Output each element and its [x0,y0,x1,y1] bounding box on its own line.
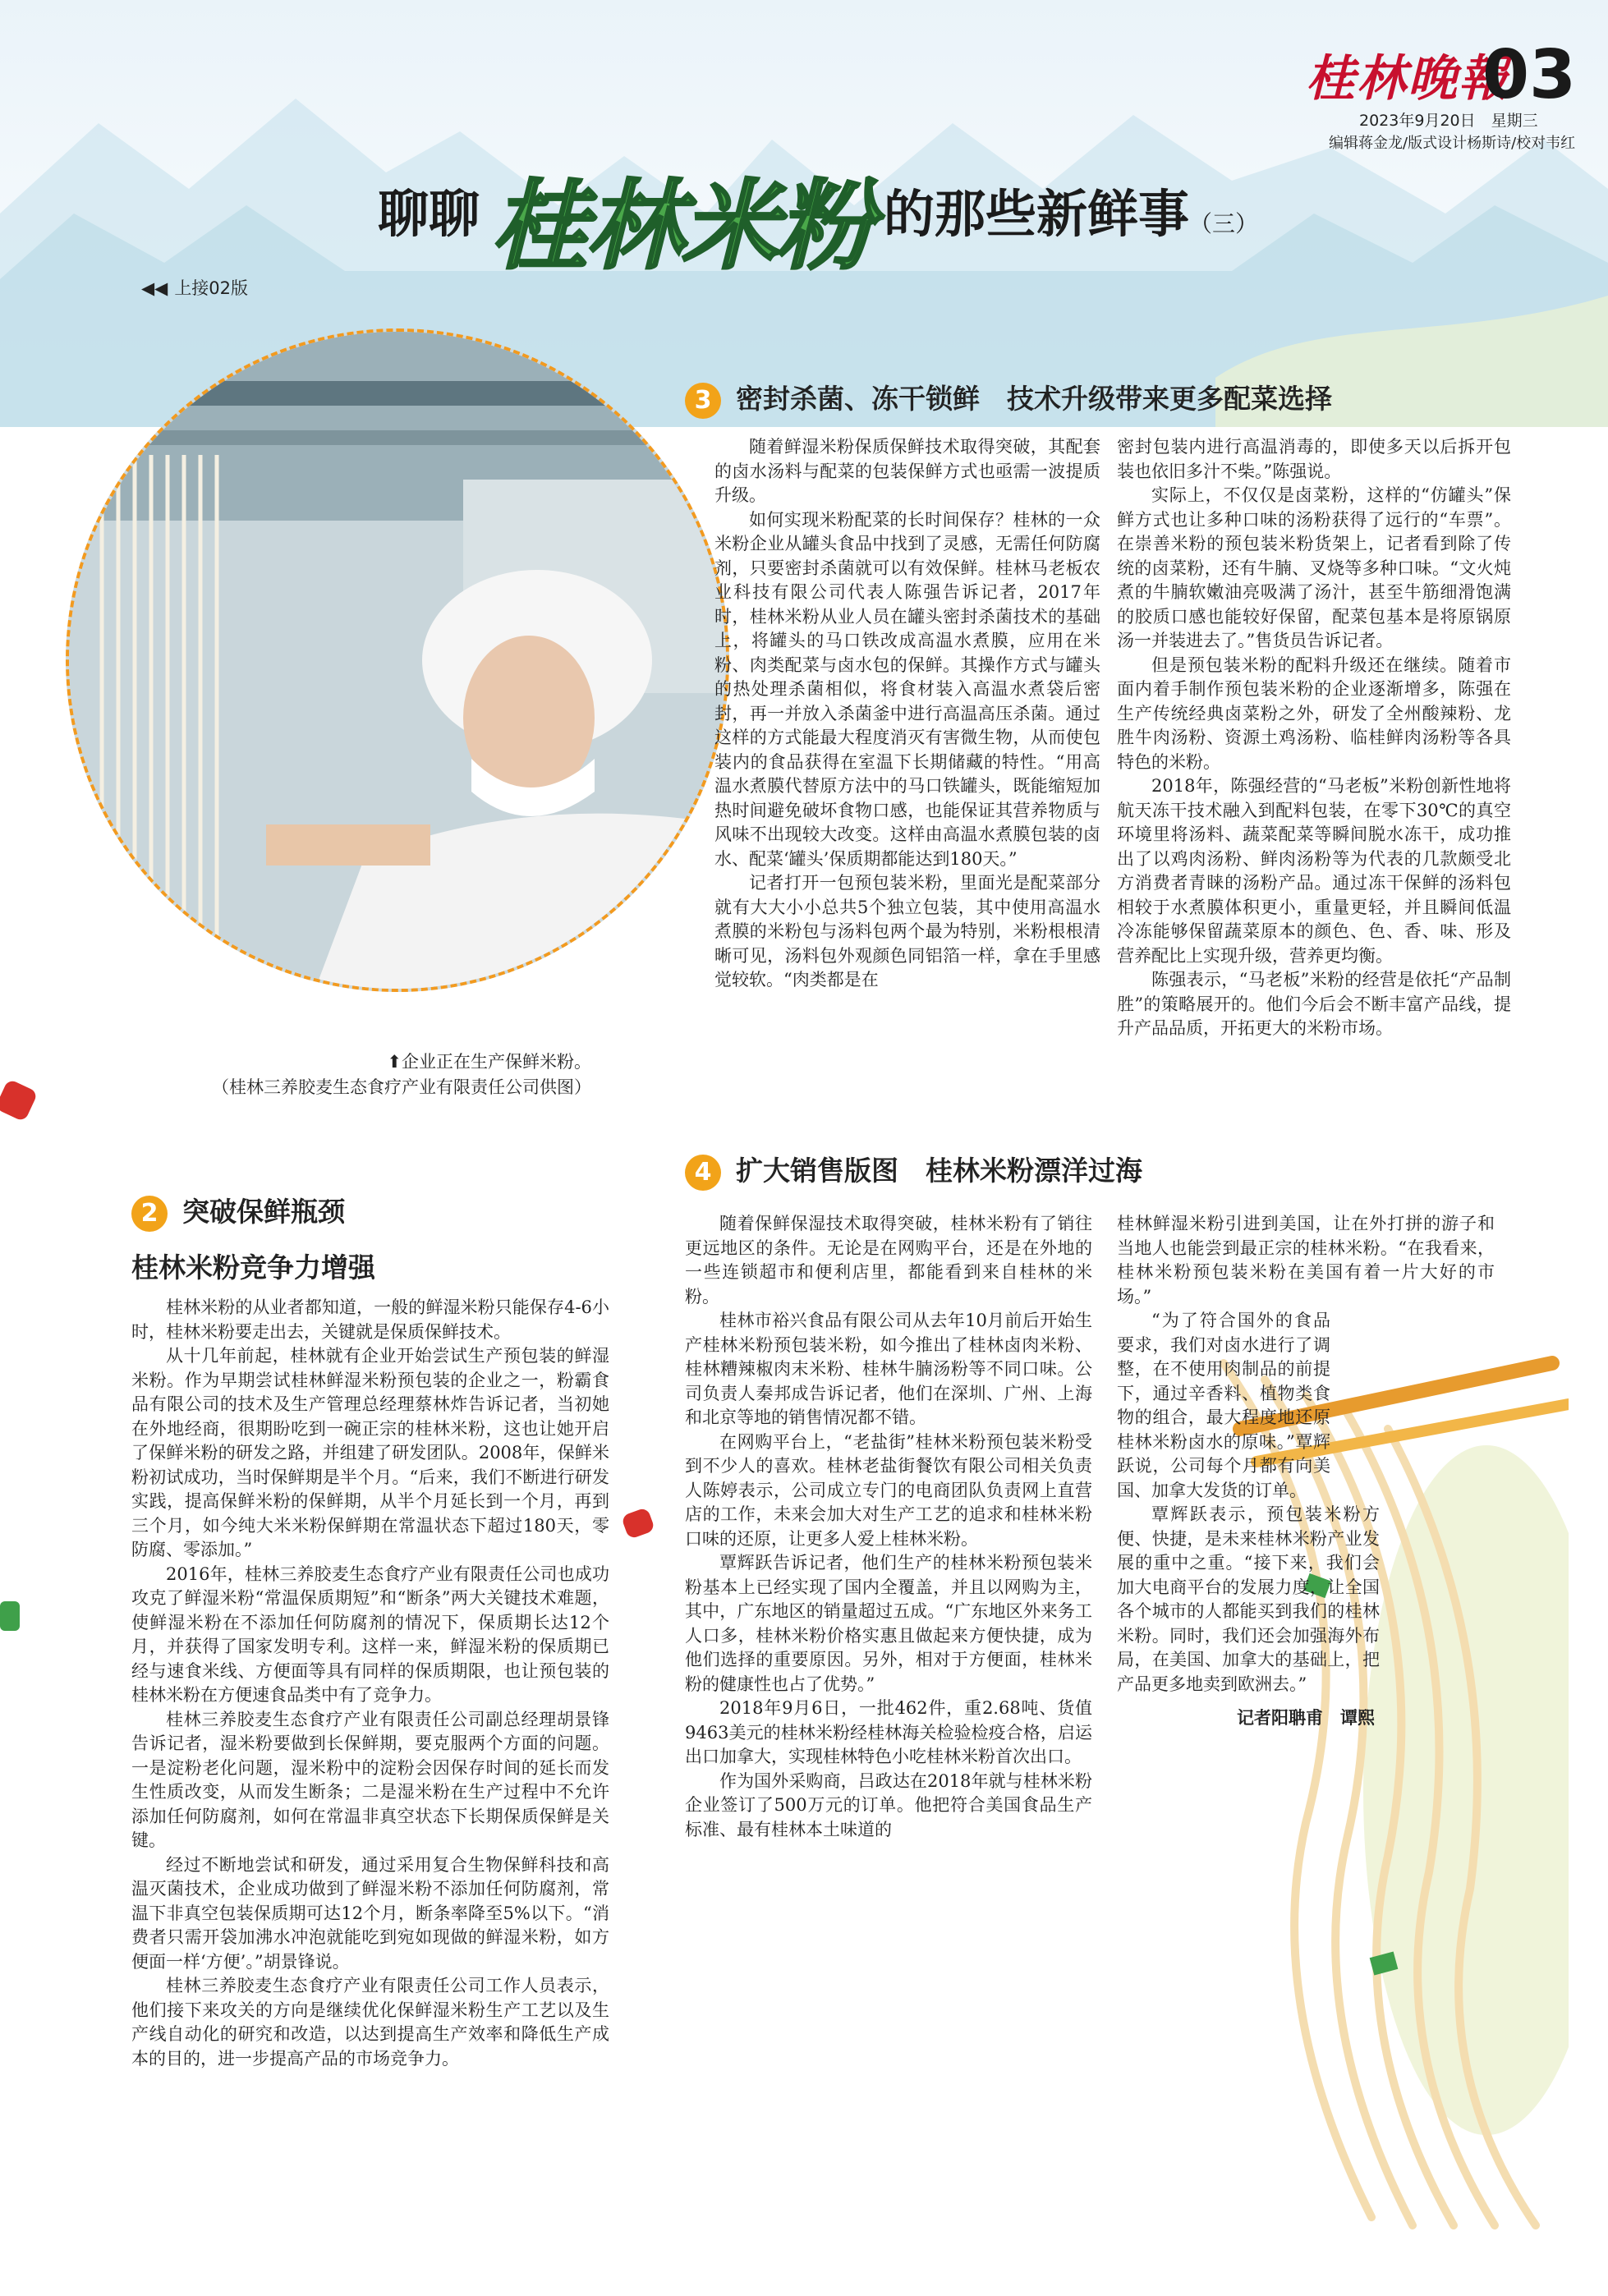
section2-column [131,1296,609,2071]
continued-from-label: 上接02版 [174,278,249,298]
section4-col2-paragraph: “为了符合国外的食品要求，我们对卤水进行了调整，在不使用肉制品的前提下，通过辛香料、植物类食物的组合，最大程度地还原桂林米粉卤水的原味。”覃辉跃说，公司每个月都有向美国、加拿大发货的订单。 [1117,1311,1330,1500]
chili-decoration [0,1078,39,1122]
photo-caption [197,1049,591,1100]
section3-column-1 [714,435,1100,993]
masthead-logo: 桂林晚報 [1306,50,1509,108]
byline: 记者阳聃甫 谭熙 [1237,1708,1375,1728]
section3-col1-paragraph: 随着鲜湿米粉保质保鲜技术取得突破，其配套的卤水汤料与配菜的包装保鲜方式也亟需一波提质升级。 [714,437,1100,505]
section3-col2-paragraph: 密封包装内进行高温消毒的，即使多天以后拆开包装也依旧多汁不柴。”陈强说。 [1117,437,1511,481]
section3-col2-paragraph: 实际上，不仅仅是卤菜粉，这样的“仿罐头”保鲜方式也让多种口味的汤粉获得了远行的“车票”。在崇善米粉的预包装米粉货架上，记者看到除了传统的卤菜粉，还有牛腩、叉烧等多种口味。“文火炖煮的牛腩软嫩油亮吸满了汤汁，甚至牛筋细滑饱满的胶质口感也能较好保留，配菜包基本是将原锅原汤一并装进去了。”售货员告诉记者。 [1117,485,1511,650]
editors-line: 编辑蒋金龙/版式设计杨斯诗/校对韦红 [1329,135,1576,152]
section4-column-1 [685,1212,1092,1842]
section3-col2-paragraph: 陈强表示，“马老板”米粉的经营是依托“产品制胜”的策略展开的。他们今后会不断丰富产品线，提升产品品质，开拓更大的米粉市场。 [1117,970,1511,1038]
headline-brand: 桂林米粉 [491,169,873,282]
section2-paragraph: 桂林米粉的从业者都知道，一般的鲜湿米粉只能保存4-6小时，桂林米粉要走出去，关键就是保质保鲜技术。 [131,1297,609,1342]
section4-col1-paragraph: 桂林市裕兴食品有限公司从去年10月前后开始生产桂林米粉预包装米粉，如今推出了桂林卤肉米粉、桂林糟辣椒肉末米粉、桂林牛腩汤粉等不同口味。公司负责人秦邦成告诉记者，他们在深圳、广州、上海和北京等地的销售情况都不错。 [685,1311,1092,1427]
section2-subtitle: 桂林米粉竞争力增强 [131,1251,375,1283]
section3-col2-paragraph: 但是预包装米粉的配料升级还在继续。随着市面内着手制作预包装米粉的企业逐渐增多，陈强在生产传统经典卤菜粉之外，研发了全州酸辣粉、龙胜牛肉汤粉、资源土鸡汤粉、临桂鲜肉汤粉等各具特色的米粉。 [1117,654,1511,772]
factory-photo-illustration [69,332,726,989]
section2-paragraph: 2016年，桂林三养胶麦生态食疗产业有限责任公司也成功攻克了鲜湿米粉“常温保质期短”和“断条”两大关键技术难题，使鲜湿米粉在不添加任何防腐剂的情况下，保质期长达12个月，并获得了国家发明专利。这样一来，鲜湿米粉的保质期已经与速食米线、方便面等具有同样的保质期限，也让预包装的桂林米粉在方便速食品类中有了竞争力。 [131,1564,609,1705]
section4-col1-paragraph: 作为国外采购商，吕政达在2018年就与桂林米粉企业签订了500万元的订单。他把符合美国食品生产标准、最有桂林本土味道的 [685,1770,1092,1839]
section3-title [685,378,1332,419]
headline-part: （三） [1189,210,1259,238]
section4-col2-paragraph: 覃辉跃表示，预包装米粉方便、快捷，是未来桂林米粉产业发展的重中之重。“接下来，我们会加大电商平台的发展力度，让全国各个城市的人都能买到我们的桂林米粉。同时，我们还会加强海外布局，在美国、加拿大的基础上，把产品更多地卖到欧洲去。” [1117,1504,1380,1694]
section2-number: 2 [131,1196,168,1232]
section4-col1-paragraph: 随着保鲜保湿技术取得突破，桂林米粉有了销往更远地区的条件。无论是在网购平台，还是在外地的一些连锁超市和便利店里，都能看到来自桂林的米粉。 [685,1214,1092,1306]
factory-photo [66,328,729,992]
section2-paragraph: 桂林三养胶麦生态食疗产业有限责任公司工作人员表示，他们接下来攻关的方向是继续优化保鲜湿米粉生产工艺以及生产线自动化的研究和改造，以达到提高生产效率和降低生产成本的目的，进一步提高产品的市场竞争力。 [131,1976,609,2069]
headline-prefix: 聊聊 [378,184,480,245]
section3-col1-paragraph: 如何实现米粉配菜的长时间保存？桂林的一众米粉企业从罐头食品中找到了灵感，无需任何防腐剂，只要密封杀菌就可以有效保鲜。桂林马老板农业科技有限公司代表人陈强告诉记者，2017年时，桂林米粉从业人员在罐头密封杀菌技术的基础上，将罐头的马口铁改成高温水煮膜，应用在米粉、肉类配菜与卤水包的保鲜。其操作方式与罐头的热处理杀菌相似，将食材装入高温水煮袋后密封，再一并放入杀菌釜中进行高温高压杀菌。通过这样的方式能最大程度消灭有害微生物，从而使包装内的食品获得在室温下长期储藏的特性。“用高温水煮膜代替原方法中的马口铁罐头，既能缩短加热时间避免破坏食物口感，也能保证其营养物质与风味不出现较大改变。这样由高温水煮膜包装的卤水、配菜‘罐头’保质期都能达到180天。” [714,509,1100,869]
headline-suffix: 的那些新鲜事 [884,184,1190,245]
continued-from [141,275,248,300]
section3-number: 3 [685,383,721,419]
section4-number: 4 [685,1155,721,1191]
section3-column-2 [1117,435,1511,1041]
section4-title [685,1150,1142,1191]
scallion-decoration [0,1601,20,1631]
page-headline [378,148,1258,287]
issue-date: 2023年9月20日 星期三 [1359,112,1538,130]
section2-paragraph: 从十几年前起，桂林就有企业开始尝试生产预包装的鲜湿米粉。作为早期尝试桂林鲜湿米粉预包装的企业之一，粉霸食品有限公司的技术及生产管理总经理蔡林炸告诉记者，当初她在外地经商，很期盼吃到一碗正宗的桂林米粉，这也让她开启了保鲜米粉的研发之路，并组建了研发团队。2008年，保鲜米粉初试成功，当时保鲜期是半个月。“后来，我们不断进行研发实践，提高保鲜米粉的保鲜期，从半个月延长到一个月，再到三个月，如今纯大米米粉保鲜期在常温状态下超过180天，零防腐、零添加。” [131,1346,609,1559]
section4-col1-paragraph: 在网购平台上，“老盐街”桂林米粉预包装米粉受到不少人的喜欢。桂林老盐街餐饮有限公司相关负责人陈婷表示，公司成立专门的电商团队负责网上直营店的工作，未来会加大对生产工艺的追求和桂林米粉口味的还原，让更多人爱上桂林米粉。 [685,1431,1092,1549]
section2-title [131,1191,345,1232]
section4-title-text: 扩大销售版图 桂林米粉漂洋过海 [736,1155,1142,1187]
section4-column-2 [1117,1212,1495,1731]
section2-paragraph: 经过不断地尝试和研发，通过采用复合生物保鲜科技和高温灭菌技术，企业成功做到了鲜湿米粉不添加任何防腐剂，常温下非真空包装保质期可达12个月，断条率降至5%以下。“消费者只需开袋加沸水冲泡就能吃到宛如现做的鲜湿米粉，如方便面一样‘方便’。”胡景锋说。 [131,1854,609,1972]
section2-title-text: 突破保鲜瓶颈 [182,1196,345,1228]
section4-col2-paragraph: 桂林鲜湿米粉引进到美国，让在外打拼的游子和当地人也能尝到最正宗的桂林米粉。“在我看来，桂林米粉预包装米粉在美国有着一片大好的市场。” [1117,1214,1495,1306]
photo-caption-text: ⬆企业正在生产保鲜米粉。 （桂林三养胶麦生态食疗产业有限责任公司供图） [212,1052,591,1097]
section4-col1-paragraph: 覃辉跃告诉记者，他们生产的桂林米粉预包装米粉基本上已经实现了国内全覆盖，并且以网购为主，其中，广东地区的销量超过五成。“广东地区外来务工人口多，桂林米粉价格实惠且做起来方便快捷，成为他们选择的重要原因。另外，相对于方便面，桂林米粉的健康性也占了优势。” [685,1553,1092,1694]
page-number: 03 [1482,36,1577,114]
section4-col1-paragraph: 2018年9月6日，一批462件，重2.68吨、货值9463美元的桂林米粉经桂林海关检验检疫合格，启运出口加拿大，实现桂林特色小吃桂林米粉首次出口。 [685,1698,1092,1766]
section2-paragraph: 桂林三养胶麦生态食疗产业有限责任公司副总经理胡景锋告诉记者，湿米粉要做到长保鲜期，要克服两个方面的问题。一是淀粉老化问题，湿米粉中的淀粉会因保存时间的延长而发生性质改变，从而发生断条；二是湿米粉在生产过程中不允许添加任何防腐剂，如何在常温非真空状态下长期保质保鲜是关键。 [131,1709,609,1850]
section3-title-text: 密封杀菌、冻干锁鲜 技术升级带来更多配菜选择 [736,383,1332,415]
section3-col1-paragraph: 记者打开一包预包装米粉，里面光是配菜部分就有大大小小总共5个独立包装，其中使用高温水煮膜的米粉包与汤料包两个最为特别，米粉根根清晰可见，汤料包外观颜色同铝箔一样，拿在手里感觉较软。“肉类都是在 [714,873,1100,990]
section3-col2-paragraph: 2018年，陈强经营的“马老板”米粉创新性地将航天冻干技术融入到配料包装，在零下30℃的真空环境里将汤料、蔬菜配菜等瞬间脱水冻干，成功推出了以鸡肉汤粉、鲜肉汤粉等为代表的几款颇受北方消费者青睐的汤粉产品。通过冻干保鲜的汤料包相较于水煮膜体积更小，重量更轻，并且瞬间低温冷冻能够保留蔬菜原本的颜色、色、香、味、形及营养配比上实现升级，营养更均衡。 [1117,776,1511,966]
back-arrow-icon: ◀◀ [141,278,168,298]
chili-decoration [621,1507,655,1540]
